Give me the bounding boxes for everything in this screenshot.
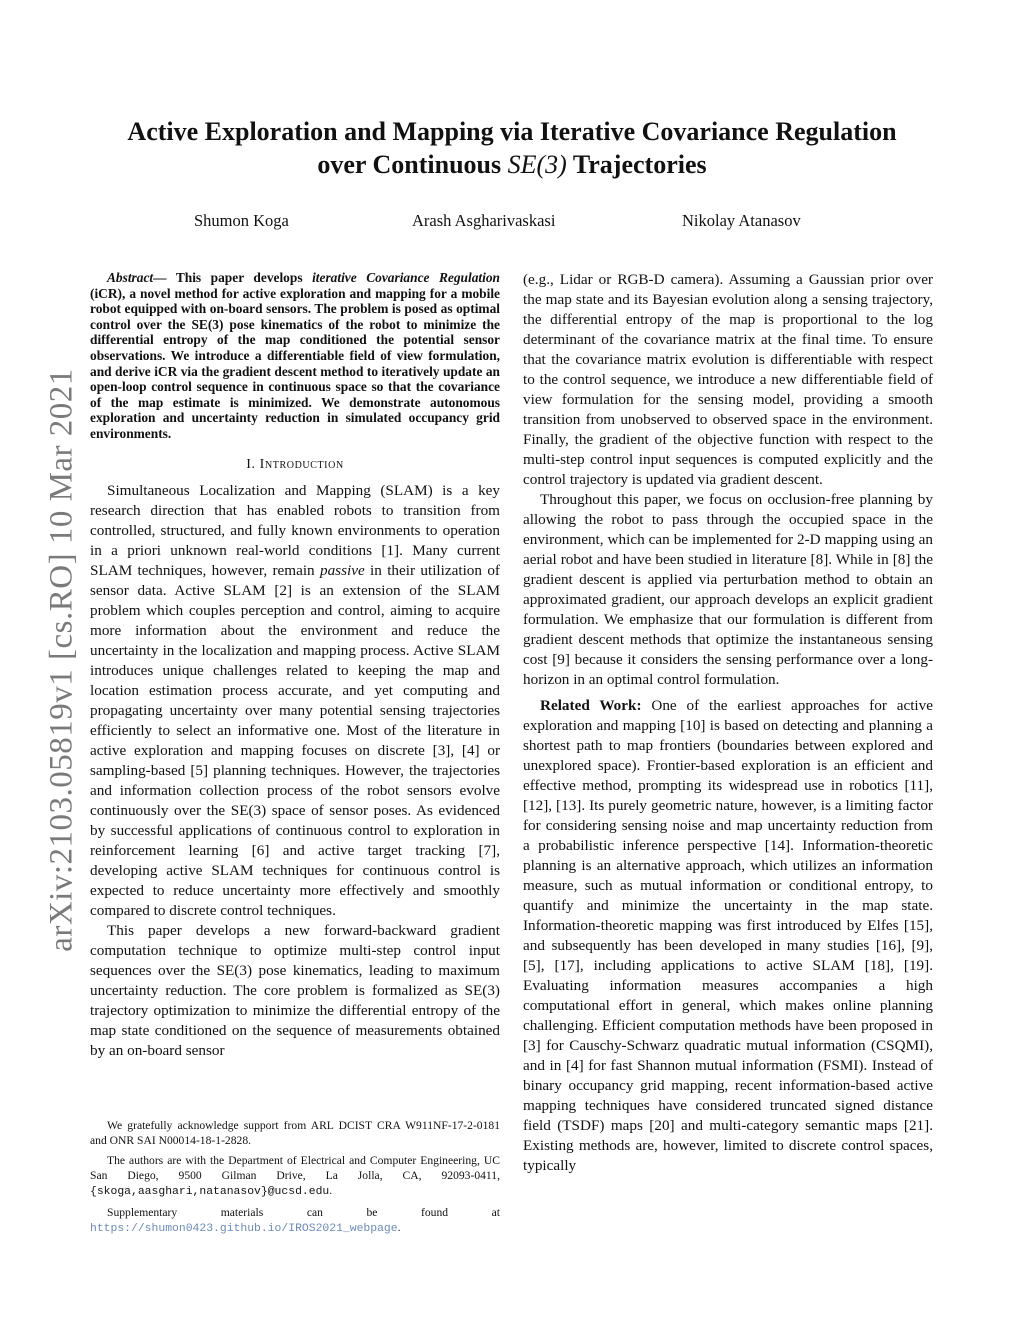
footnote-acknowledgment: We gratefully acknowledge support from ARL DCIST CRA W911NF-17-2-0181 and ONR SAI N00014-18-1-2828.	[90, 1119, 500, 1147]
title-math-se3: SE(3)	[507, 150, 567, 179]
related-work-text: One of the earliest approaches for active exploration and mapping [10] is based on detecting and planning a shortest path to map frontiers (boundaries between explored and unexplored space). Frontier-based exploration is an efficient and effective method, prompting its widespread use in robotics [11], [12], [13]. Its purely geometric nature, however, is a limiting factor for considering sensing noise and map uncertainty reduction from a probabilistic inference perspective [14]. Information-theoretic planning is an alternative approach, which utilizes an information measure, such as mutual information or conditional entropy, to quantify and minimize the uncertainty in the map state. Information-theoretic mapping was first introduced by Elfes [15], and subsequently has been developed in many studies [16], [9], [5], [17], including applications to active SLAM [18], [19]. Evaluating information measures accompanies a high computational effort in general, which makes online planning challenging. Efficient computation methods have been proposed in [3] for Causchy-Schwarz quadratic mutual information (CSQMI), and in [4] for fast Shannon mutual information (FSMI). Instead of binary occupancy grid mapping, recent information-based active mapping techniques have considered truncated signed distance field (TSDF) maps [20] and multi-category semantic maps [21]. Existing methods are, however, limited to discrete control spaces, typically	[523, 697, 933, 1174]
intro-paragraph-2: This paper develops a new forward-backward gradient computation technique to optimize multi-step control input sequences over the SE(3) pose kinematics, leading to maximum uncertainty reduction. The core problem is formalized as SE(3) trajectory optimization to minimize the differential entropy of the map state conditioned on the sequence of measurements obtained by an on-board sensor	[90, 921, 500, 1059]
paper-title	[90, 115, 934, 181]
affiliation-end: .	[329, 1184, 333, 1197]
arxiv-identifier: arXiv:2103.05819v1 [cs.RO] 10 Mar 2021	[43, 368, 80, 952]
author-2: Arash Asgharivaskasi	[412, 211, 556, 230]
right-paragraph-1: (e.g., Lidar or RGB-D camera). Assuming a Gaussian prior over the map state and its Bayesian evolution along a sensing trajectory, the differential entropy of the map is proportional to the log determinant of the covariance matrix at the final time. To ensure that the covariance matrix evolution is differentiable with respect to the control sequence, we introduce a new differentiable field of view formulation for the sensing model, providing a smooth transition from unobserved to observed space in the environment. Finally, the gradient of the objective function with respect to the multi-step control input sequences is computed explicitly and the control trajectory is updated via gradient descent.	[523, 271, 933, 488]
title-line-2	[90, 148, 934, 181]
intro-paragraph-1	[90, 481, 500, 921]
abstract	[90, 270, 500, 442]
abstract-label: Abstract	[107, 270, 154, 285]
title-line-2-post: Trajectories	[566, 150, 707, 179]
abstract-text: (iCR), a novel method for active exploration and mapping for a mobile robot equipped with on-board sensors. The problem is posed as optimal control over the SE(3) pose kinematics of the robot to minimize the differential entropy of the map conditioned the potential sensor observations. We introduce a differentiable field of view formulation, and derive iCR via the gradient descent method to iteratively update an open-loop control sequence in continuous space so that the covariance of the map estimate is minimized. We demonstrate autonomous exploration and uncertainty reduction in simulated occupancy grid environments.	[90, 285, 500, 441]
author-3: Nikolay Atanasov	[682, 211, 801, 230]
abstract-italic-term: iterative Covariance Regulation	[312, 270, 501, 285]
supplementary-text: Supplementary materials can be found at	[107, 1206, 500, 1219]
affiliation-text: The authors are with the Department of Electrical and Computer Engineering, UC San Diego, 9500 Gilman Drive, La Jolla, CA, 92093-0411,	[90, 1154, 500, 1182]
intro-p1-emphasis: passive	[319, 561, 365, 579]
footnote-affiliation	[90, 1153, 500, 1200]
supplementary-end: .	[397, 1221, 401, 1234]
intro-p1-part-a: Simultaneous Localization and Mapping (SLAM) is a key research direction that has enabled robots to transition from controlled, structured, and fully known environments to operation in a priori unknown real-world conditions [1]. Many current SLAM techniques, however, remain	[90, 481, 500, 579]
intro-p1-part-b: in their utilization of sensor data. Active SLAM [2] is an extension of the SLAM problem which couples perception and control, aiming to acquire more information about the environment and reduce the uncertainty in the localization and mapping process. Active SLAM introduces unique challenges related to keeping the map and location estimation process accurate, and yet computing and propagating uncertainty over many potential sensing trajectories efficiently to select an informative one. Most of the literature in active exploration and mapping focuses on discrete [3], [4] or sampling-based [5] planning techniques. However, the trajectories and information collection process of the robot sensors evolve continuously over the SE(3) space of sensor poses. As evidenced by successful applications of continuous control to exploration in reinforcement learning [6] and active target tracking [7], developing active SLAM techniques for continuous control is expected to reduce uncertainty more effectively and smoothly compared to discrete control techniques.	[90, 561, 500, 919]
footnote-supplementary	[90, 1205, 500, 1237]
footnotes	[90, 1118, 500, 1242]
related-work-paragraph	[523, 696, 933, 1176]
supplementary-link[interactable]: https://shumon0423.github.io/IROS2021_webpage	[90, 1223, 398, 1235]
title-line-1: Active Exploration and Mapping via Iterative Covariance Regulation	[127, 117, 897, 146]
related-work-label: Related Work:	[540, 697, 642, 714]
right-column	[523, 270, 933, 1176]
title-line-2-pre: over Continuous	[317, 150, 508, 179]
left-column	[90, 270, 500, 1061]
right-paragraph-2: Throughout this paper, we focus on occlusion-free planning by allowing the robot to pass through the occupied space in the environment, which can be implemented for 2-D mapping using an aerial robot and have been studied in literature [8]. While in [8] the gradient descent is applied via perturbation method to obtain an approximated gradient, our approach develops an explicit gradient formulation. We emphasize that our formulation is different from gradient descent methods that optimize the instantaneous sensing cost [9] because it considers the sensing performance over a long-horizon in an optimal control formulation.	[523, 491, 933, 688]
abstract-dash: — This paper develops	[153, 270, 313, 285]
author-emails[interactable]: {skoga,aasghari,natanasov}@ucsd.edu	[90, 1186, 330, 1198]
section-heading-introduction: I. Introduction	[246, 456, 344, 472]
author-1: Shumon Koga	[194, 211, 289, 230]
